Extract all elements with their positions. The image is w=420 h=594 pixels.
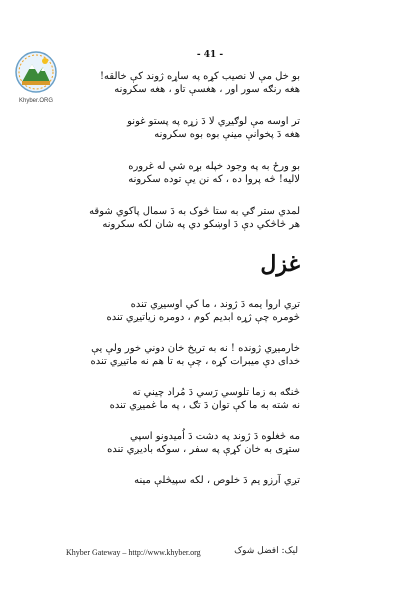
stanza [109, 386, 300, 412]
stanza [127, 115, 300, 141]
verse-line: هغه رنګه سور اور ، هغسې تاو ، هغه سكرونه [114, 84, 300, 95]
verse-line: ستړى به خان كړې په سفر ، سوكه باديږي تنده [107, 444, 300, 455]
verse-line: تږي آرزو يم دَ خلوص ، لكه سپيڅلې مينه [134, 475, 300, 486]
verse-line: بو ورځ به په وجود خپله بړه شي له غروره [128, 161, 300, 172]
stanza [100, 70, 300, 96]
verse-line: څومره چې ژړه ابديم كوم ، دومره زياتيږي تنده [106, 312, 300, 323]
stanza [90, 342, 300, 368]
verse-line: مه څغلوه دَ ژوند په دشت دَ اُميدونو اسپي [130, 431, 300, 442]
stanza [106, 298, 300, 324]
verse-line: لاليه! څه پروا ده ، كه نن يې توده سكرونه [128, 174, 300, 185]
verse-line: هر څاڅكي دې دَ اوښكو دي په شان لكه سكرونه [102, 219, 300, 230]
stanza [130, 474, 300, 487]
verse-line: تر اوسه مې لوګيږي لا دَ زړه په پستو غونو [127, 116, 300, 127]
verse-line: خداى دې ميبرات كړه ، چې به تا هم نه ماتيږي تنده [90, 356, 300, 367]
verse-line: خارميږي ژونده ! نه به تريخ خان دوني خور ولې يې [91, 343, 300, 354]
logo-caption: Khyber.ORG [18, 98, 53, 104]
page-number: - 41 - [196, 50, 224, 60]
poem-body [89, 70, 300, 505]
verse-line: لمدي ستر ګي به ستا څوک به دَ سمال پاكوي شوقه [89, 206, 300, 217]
stanza [107, 430, 300, 456]
verse-line: نه شته به ما كې توان دَ تګ ، په ما غميږي تنده [109, 400, 300, 411]
verse-line: هغه دَ پخوانې مينې بوه بوه سكرونه [154, 129, 300, 140]
verse-line: څنګه به زما تلوسي رَسي دَ مُراد چيني ته [132, 387, 300, 398]
footer-site-link[interactable]: Khyber Gateway – http://www.khyber.org [66, 548, 201, 557]
section-heading: غزل [260, 251, 300, 277]
stanza [130, 160, 300, 186]
footer-author: ليک: افضل شوک [234, 546, 298, 556]
stanza [89, 205, 300, 231]
verse-line: تږي اروا يمه دَ ژوند ، ما كي اوسيږي تنده [130, 299, 300, 310]
verse-line: بو خل مې لا نصيب كړه په ساړه ژوند كې خالقه! [100, 71, 300, 82]
